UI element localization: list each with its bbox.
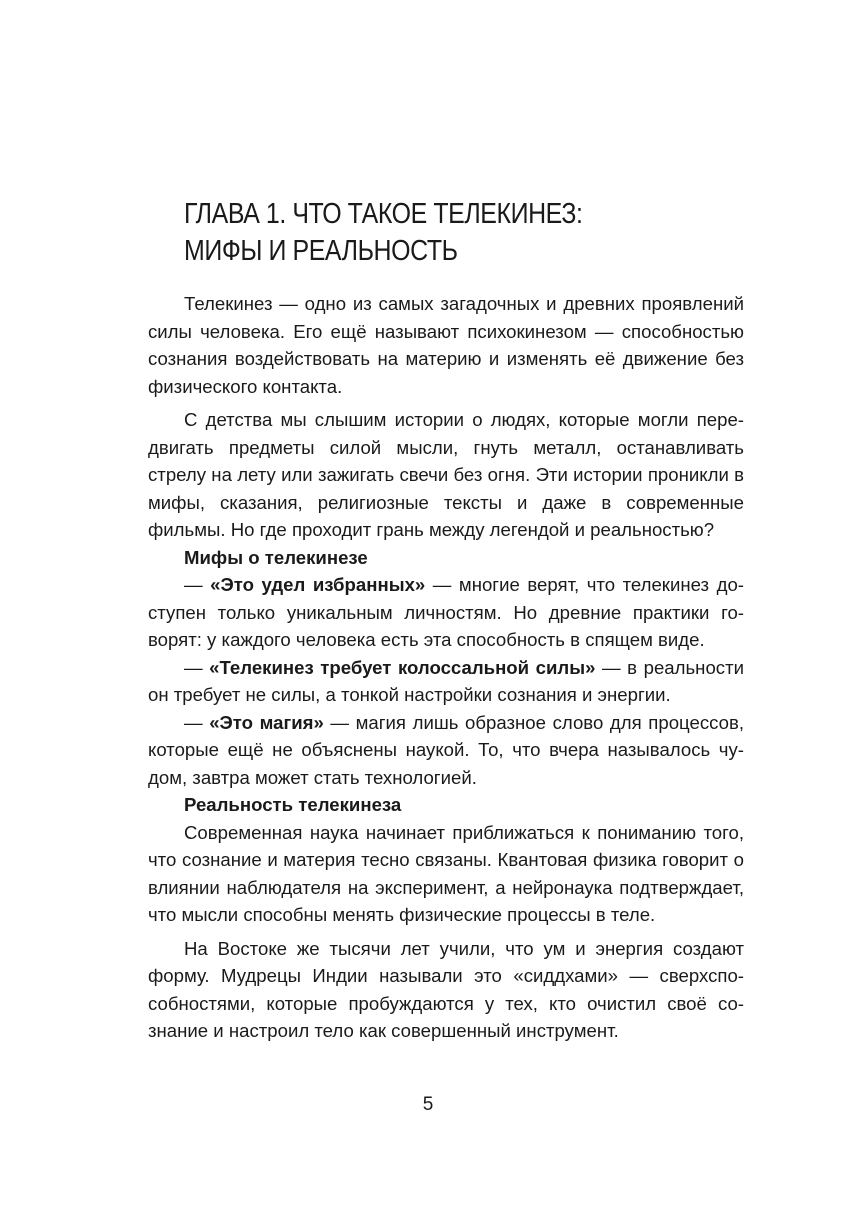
chapter-title-line-2: МИФЫ И РЕАЛЬНОСТЬ [184, 235, 458, 267]
reality-paragraph-1: Современная наука начинает приближаться к пониманию того, что сознание и материя тесно связаны. Квантовая физика говорит о влиянии наблюдателя на эксперимент, а нейронаука подтверждает, что мысли способны менять физические процессы в теле. [148, 821, 744, 925]
myth-item-dash: — [184, 574, 211, 595]
myth-item-title: «Телекинез требует колоссальной силы» [209, 656, 596, 678]
myth-item-text: — в реальности он требует не силы, а тонкой настройки сознания и энергии. [148, 656, 744, 705]
myths-heading: Мифы о телекинезе [184, 546, 368, 568]
page-number: 5 [422, 1094, 434, 1115]
reality-heading: Реальность телекинеза [184, 794, 402, 815]
myth-item-3 [148, 709, 744, 792]
reality-paragraph-2: На Востоке же тысячи лет учили, что ум и энергия создают форму. Мудрецы Индии называли это «сиддхами» — сверхспособностями, которые пробуждаются у тех, кто очистил своё сознание и настроил тело как совершенный инструмент. [148, 937, 744, 1041]
myth-item-dash: — [184, 656, 210, 678]
intro-paragraph-1: Телекинез — одно из самых загадочных и древних проявлений силы человека. Его ещё называют психокинезом — способностью сознания воздействовать на материю и изменять её движение без физического контакта. [148, 293, 744, 397]
myth-item-title: «Это магия» [209, 711, 324, 733]
intro-paragraph-2: С детства мы слышим истории о людях, которые могли передвигать предметы силой мысли, гнуть металл, останавливать стрелу на лету или зажигать свечи без огня. Эти истории проникли в мифы, сказания, религиозные тексты и даже в современные фильмы. Но где проходит грань между легендой и реальностью? [148, 409, 744, 540]
myth-item-dash: — [184, 711, 210, 733]
myth-item-2 [148, 654, 744, 709]
myth-item-text: — многие верят, что телекинез доступен только уникальным личностям. Но древние практики говорят: у каждого человека есть эта способность в спящем виде. [148, 574, 744, 650]
myth-item-1 [148, 571, 744, 654]
chapter-title-line-1: ГЛАВА 1. ЧТО ТАКОЕ ТЕЛЕКИНЕЗ: [184, 198, 583, 230]
chapter-title [184, 196, 700, 270]
myth-item-text: — магия лишь образное слово для процессов, которые ещё не объяснены наукой. То, что вчера называлось чудом, завтра может стать технологией. [148, 711, 745, 788]
myth-item-title: «Это удел избранных» [210, 574, 426, 595]
body-text [148, 290, 744, 1045]
